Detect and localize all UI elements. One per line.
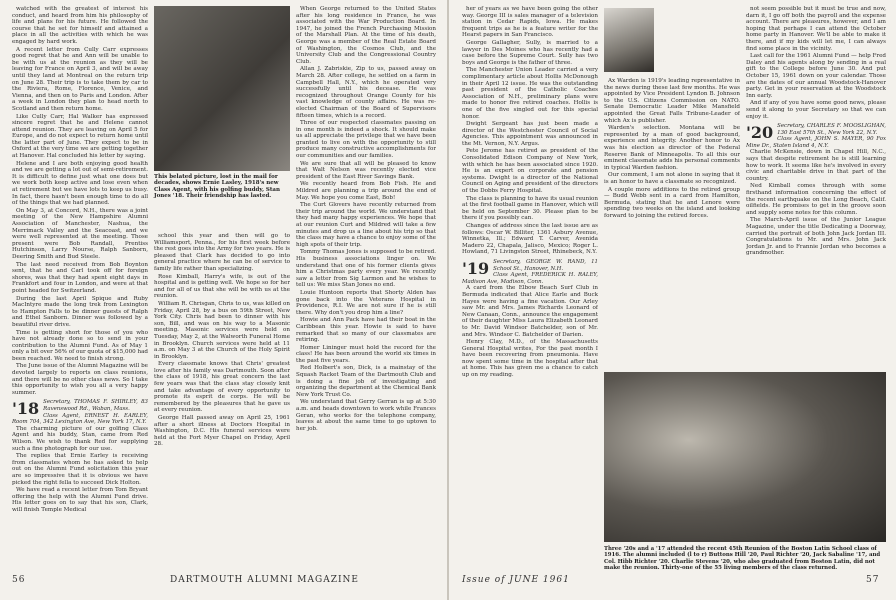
paragraph: Howie and Ann Pack have had their boat in the Caribbean this year. Howie is said to have remarked that so many of our classmates are retiring. <box>296 317 436 344</box>
right-column-3 <box>746 6 886 368</box>
paragraph: watched with the greatest of interest his conduct, and heard from him his philosophy of life and plans for his future. He followed the course that he set for himself and attained a place in all the activities with which he was engaged by hard work. <box>12 6 148 45</box>
paragraph: Henry Clay, M.D., of the Massachusetts General Hospital writes, For the past month I have been recovering from pneumonia. Have now spent some time in the hospital after that at home. This has given me a chance to catch up on my reading. <box>462 339 598 379</box>
page-number-right: 57 <box>866 575 880 585</box>
paragraph: The replies that Ernie Earley is receiving from classmates whom he has asked to help out on the Alumni Fund solicitation this year are so impressive that it is obvious we have picked the right fella to succeed Dick Holton. <box>12 453 148 486</box>
paragraph: Tommy Thomas Jones is supposed to be retired. His business associations linger on. We understand that one of his former clients gives him a Christmas party every year. We recently saw a letter from Sig Larmon and he wishes to tell us: We miss Stan Jones no end. <box>296 249 436 289</box>
class-year: '19 <box>462 258 490 278</box>
class-18-header <box>12 399 148 425</box>
paragraph: The charming picture of our golfing Class Agent and his buddy, Stan, came from Red Wilson. We wish to thank Red for supplying such a fine photograph for our use. <box>12 425 148 452</box>
right-column-1 <box>462 6 598 563</box>
photo-caption-golfers: This belated picture, lost in the mail for decades, shows Ernie Lasley, 1918's new Class Agent, with his golfing buddy, Stan Jones '18. Their friendship has lasted. <box>154 174 280 200</box>
paragraph: The last need received from Bob Boynton sent, that he and Carl took off for foreign shores, was that they had spent eight days in Frankfort and four in London, and were at that point headed for Switzerland. <box>12 261 148 294</box>
paragraph: Red Holbert's son, Dick, is a mainstay of the Squash Racket Team of the Dartmouth Club and is doing a fine job of investigating and organizing the department at the Chemical Bank New York Trust Co. <box>296 365 436 398</box>
left-column-1 <box>12 6 148 563</box>
left-column-2 <box>154 233 290 563</box>
paragraph: William R. Chrisgan, Chris to us, was killed on Friday, April 28, by a bus on 59th Street, New York City. Chris had been to dinner with his son, Bill, and was on his way to a Masonic meeting. Masonic services were held on Tuesday, May 2, at the Walworth Funeral Home in Brooklyn. Church services were held at 11 a.m. on May 3 at the Church of the Holy Spirit in Brooklyn. <box>154 300 290 360</box>
paragraph: A recent letter from Cully Carr expresses good regret that he and Ann will be unable to be with us at the reunion as they will be leaving for France on April 3, and will be away until they land at Montreal on the return trip on June 28. Their trip is to take them by car to the Riviera, Rome, Florence, Venice, and Vienna, and then on to Paris and London. After a week in London they plan to head north to Scotland and then return home. <box>12 46 148 112</box>
class-19-header <box>462 259 598 285</box>
paragraph: During the last April Spique and Ruby MacIntyre made the long trek from Lexington to Hampton Falls to be dinner guests of Ralph and Ethel Sanborn. Dinner was followed by a beautiful river drive. <box>12 295 148 328</box>
photo-boston-latin-reunion <box>604 372 886 542</box>
issue-label: Issue of JUNE 1961 <box>462 575 570 585</box>
class-secretary: Secretary, THOMAS F. SHIRLEY, 83 Ravenswood Rd., Waban, Mass. <box>43 399 148 413</box>
class-agent: Class Agent, FREDERICK H. RALEY, Madison Ave, Madison, Conn. <box>462 272 598 285</box>
paragraph: Pete Jerome has retired as president of the Consolidated Edison Company of New York, with which he has been associated since 1920. He is an expert on corporate and pension systems. Dwight is a director of the National Council on Aging and president of the directors of the Dobbs Ferry Hospital. <box>462 148 598 195</box>
paragraph: Louie Huntoon reports that Shorty Alden has gone back into the Veterans Hospital in Providence, R.I. We are not sure if he is still there. Why don't you drop him a line? <box>296 289 436 316</box>
photo-caption-reunion: Three '20s and a '17 attended the recent 45th Reunion of the Boston Latin School class of 1916. The alumni included (l to r) Buttons Hill '20, Paul Richter '20, Jack Sabaline '17, and Col. Hibb Richter '20. Charlie Stevens '20, who also graduated from Boston Latin, did not make the reunion. Thirty-one of the 55 living members of the class returned. <box>604 546 881 571</box>
paragraph: The March-April issue of the Junior League Magazine, under the title Dedicating a Doorway, carried the portrait of both John Jack Jordan III. Congratulations to Mr. and Mrs. John Jack Jordan Jr. and to Frannie Jordan who becomes a grandmother. <box>746 217 886 257</box>
paragraph: We have read a recent letter from Tom Bryant offering the help with the Alumni Fund drive. His letter goes on to say that his son, Clark, will finish Temple Medical <box>12 487 148 513</box>
left-column-3 <box>296 6 436 563</box>
paragraph: We are sure that all will be pleased to know that Walt Nelson was recently elected vice president of the East River Savings Bank. <box>296 160 436 180</box>
class-20-header <box>746 123 886 149</box>
paragraph: We recently heard from Bob Fish. He and Mildred are planning a trip around the end of May. We hope you come East, Bob! <box>296 181 436 201</box>
photo-golfers <box>154 6 290 171</box>
class-year: '18 <box>12 399 40 419</box>
class-agent: Class Agent, JOHN S. MAYER, 90 Fox Mine Dr., Staten Island 4, N.Y. <box>746 136 886 149</box>
paragraph: Ax Warden is 1919's leading representative in the news during these last few months. He was appointed by Vice President Lyndon B. Johnson to the U.S. Citizens Commission on NATO. Senate Democratic Leader Mike Mansfield appointed the Great Falls Tribune-Leader of which Ax is publisher. <box>604 78 740 124</box>
paragraph: And if any of you have some good news, please send it along to your Secretary so that we can enjoy it. <box>746 100 886 120</box>
publication-title: DARTMOUTH ALUMNI MAGAZINE <box>170 575 359 585</box>
right-column-2 <box>604 78 740 368</box>
paragraph: George Hall passed away on April 25, 1961 after a short illness at Doctors Hospital in Washington, D.C. His funeral services were held at the Fort Myer Chapel on Friday, April 28. <box>154 415 290 448</box>
paragraph: Helene and I are both enjoying good health and we are getting a lot out of semi-retirement. It is difficult to define just what one does but we work both keep active and lose even when at retirement but we have lots to keep us busy. In fact, there hasn't been enough time to do all of the things that we had planned. <box>12 160 148 207</box>
paragraph: When George returned to the United States after his long residence in France, he was associated with the War Production Board. In 1947, he joined the French Purchasing Mission of the Marshall Plan. At the time of his death, George was a member of the Real Estate Board of Washington, the Cosmos Club, and the University Club and the Congressional Country Club. <box>296 6 436 65</box>
paragraph: The June issue of the Alumni Magazine will be devoted largely to reports on class reunions, and there will be no other class news. So I take this opportunity to wish you all a very happy summer. <box>12 363 148 396</box>
paragraph: school this year and then will go to Williamsport, Penna., for his first week before the rest goes into the Army for two years. He is pleased that Clark has decided to go into general practice where he can be of service to family life rather than specializing. <box>154 233 290 272</box>
paragraph: Last call for the 1961 Alumni Fund — help Fred Daley and his agents along by sending in a real gift to the College before June 30. And put October 15, 1961 down on your calendar. Those are the dates of our annual Woodstock-Hanover party. Get in your reservation at the Woodstock Inn early. <box>746 53 886 99</box>
paragraph: Homer Lininger must hold the record for the class! He has been around the world six times in the past five years. <box>296 344 436 364</box>
paragraph: her of years as we have been going the other way. George III is sales manager of a television station in Cedar Rapids, Iowa. He makes frequent trips as he is a feature writer for the Hearst papers in San Francisco. <box>462 6 598 39</box>
paragraph: The Curt Glovers have recently returned from their trip around the world. We understand that they had many happy experiences. We hope that at our reunion Curt and Mildred will take a few minutes and drop us a line about his trip so that the class may have a chance to enjoy some of the high spots of their trip. <box>296 202 436 248</box>
paragraph: Like Cully Carr, Hal Walker has expressed sincere regret that he and Helene cannot attend reunion. They are leaving on April 5 for Europe, and do not expect to return home until the latter part of June. They expect to be in Oxford at the very time we are getting together at Hanover. Hal concluded his letter by saying. <box>12 113 148 160</box>
paragraph: Time is getting short for those of you who have not already done so to send in your contribution to the Alumni Fund. As of May 1 only a bit over 56% of our quota of $15,000 had been reached. We need to finish strong. <box>12 329 148 362</box>
paragraph: We understand that Gerry Gerran is up at 5:30 a.m. and heads downtown to work while Frances Geran, who works for the telephone company, leaves at about the same time to go uptown to her job. <box>296 399 436 432</box>
paragraph: Allan J. Zabriskie, Zip to us, passed away on March 28. After college, he settled on a farm in Campbell Hall, N.Y., which he operated very successfully until his decease. He was recognized throughout Orange County for his vast knowledge of county affairs. He was re-elected Chairman of the Board of Supervisors fifteen times, which is a record. <box>296 66 436 119</box>
paragraph: Warden's selection. Montana will be represented by a man of good background, experience and integrity. Another honor to Ax was his election as director of the Federal Reserve Bank of Minneapolis. To all this our eminent classmate adds his personal comments in typical Warden fashion. <box>604 125 740 171</box>
paragraph: Our comment, I am not alone in saying that it is an honor to have a classmate so recognized. <box>604 172 740 185</box>
paragraph: The class is planning to have its usual reunion at the first football game in Hanover, which will be held on September 30. Please plan to be there if you possibly can. <box>462 195 598 222</box>
paragraph: Rose Kimball, Harry's wife, is out of the hospital and is getting well. We hope so for her and for all of us that she will be with us at the reunion. <box>154 273 290 300</box>
paragraph: Charlie McKensie, down in Chapel Hill, N.C., says that despite retirement he is still learning how to work. It seems like he's involved in every civic and charitable drive in that part of the country. <box>746 149 886 182</box>
paragraph: The Manchester Union Leader carried a very complimentary article about Hollis McDonough in their April 12 issue. He was the outstanding past president of the Catholic Coaches Association of N.H., preliminary plans were made to honor five retired coaches. Hollis is one of the five singled out for this special honor. <box>462 67 598 120</box>
page-number-left: 56 <box>12 575 26 585</box>
class-secretary: Secretary, GEORGE W. RAND, 11 School St., Hanover, N.H. <box>493 258 598 272</box>
class-year: '20 <box>746 123 774 143</box>
paragraph: Ned Kimball comes through with some firsthand information concerning the effect of the recent earthquake on the Long Beach, Calif. oilfields. He promises to get in the groove soon and supply some notes for this column. <box>746 183 886 216</box>
paragraph: Three of our respected classmates passing on in one month is indeed a shock. It should make us all appreciate the privilege that we have been granted to live on with the opportunity to still produce many constructive accomplishments for our communities and our families. <box>296 120 436 160</box>
paragraph: Dwight Sergeant has just been made a director of the Westchester Council of Social Agencies. This appointment was announced in the Mt. Vernon, N.Y. Argus. <box>462 121 598 147</box>
paragraph: Changes of address since the last issue are as follows: Oscar W. Billiter, 1361 Asbury Avenue, Winnetka, Ill.; Edward T. Carver, Avenida Madero 22, Chapala, Jalisco, Mexico; Roger L. Howland, 71 Livingston Street, Rhinebeck, N.Y. <box>462 223 598 256</box>
class-agent: Class Agent, ERNEST H. EARLEY, Room 704, 342 Lexington Ave, New York 17, N.Y. <box>12 412 148 426</box>
photo-ax-warden <box>604 8 654 72</box>
paragraph: On May 3, at Concord, N.H., there was a joint meeting of the New Hampshire Alumni Association of Manchester, Nashua, the Merrimack Valley and the Seacoast, and we were well represented at the meeting. Those present were Bob Randall, Prentiss Hutchinson, Larry Nourse, Ralph Sanborn, Deering Smith and Bud Steele. <box>12 207 148 260</box>
paragraph: A couple more additions to the retired group — Budd Webb sent in a card from Hamilton, Bermuda, stating that he and Lenore were spending two weeks on the island and looking forward to joining the retired forces. <box>604 186 740 219</box>
paragraph: George Gallagher, Sully, is married to a lawyer in Des Moines who has recently had a case before the Supreme Court. Sully has two boys and George is the father of three. <box>462 39 598 66</box>
paragraph: A card from the Elbow Beach Surf Club in Bermuda indicated that Alice Earle and Buck Hayes were having a fine vacation. Our Arley saw Mr. and Mrs. James Richards Leonard of New Canaan, Conn., announce the engagement of their daughter Miss Laura Elizabeth Leonard to Mr. David Windsor Batchelder, son of Mr. and Mrs. Windsor C. Batchelder of Darien. <box>462 285 598 338</box>
paragraph: Every classmate knows that Chris' greatest love after his family was Dartmouth. Soon after the class of 1918, his great concern the last few years was that the class stay closely knit and take advantage of every opportunity to promote its esprit de corps. He will be remembered by the pleasures that he gave us at every reunion. <box>154 361 290 414</box>
class-secretary: Secretary, CHARLES F. MOOSLIGHAN, 130 East 57th St., New York 22, N.Y. <box>777 123 886 136</box>
paragraph: not seem possible but it must be true and now, darn it, I go off both the payroll and the expense account. There are pleasures, however, and I am hoping that perhaps I can attend the October home party in Hanover. We'll be able to make it there, and if my kids will let me, I can always find some place in the vicinity. <box>746 6 886 52</box>
